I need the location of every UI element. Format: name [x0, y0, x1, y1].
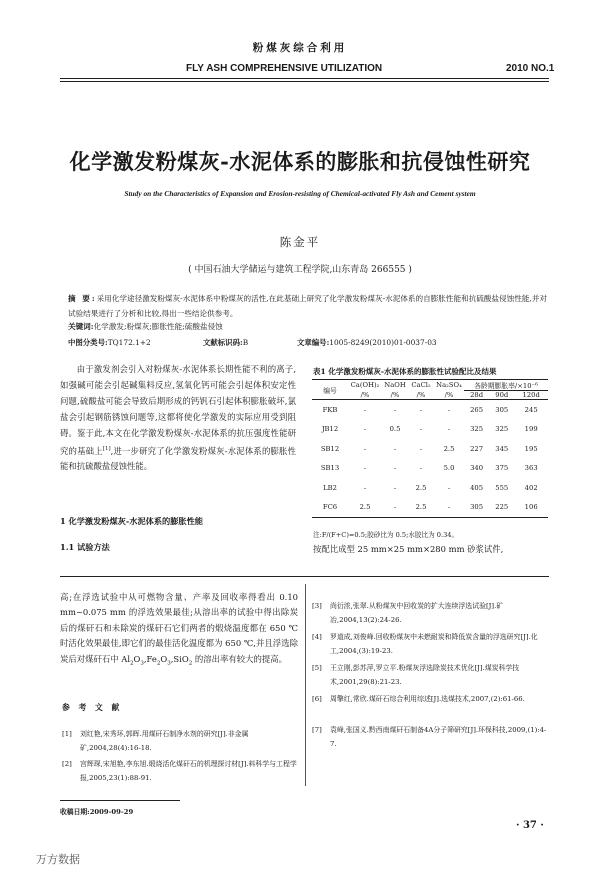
unit-na2so4: /%	[444, 390, 454, 399]
table-row: JB12 - 0.5 - - 325 325 199	[321, 425, 538, 434]
journal-title-cn: 粉煤灰综合利用	[252, 42, 348, 54]
age-120d: 120d	[522, 391, 540, 399]
article-title-en: Study on the Characteristics of Expansion and Erosion-resisting of Chemical-activated Fly Ash and Cement system	[124, 189, 476, 198]
age-28d: 28d	[470, 391, 484, 399]
abstract-text: 采用化学途径激发粉煤灰-水泥体系中粉煤灰的活性,在此基础上研究了化学激发粉煤灰-水泥体系的自膨胀性能和抗硫酸盐侵蚀性能,并对试验结果进行了分析和比较,得出一些结论供参考。	[68, 294, 548, 318]
reference-item: [4] 罗道成,刘俊峰.回收粉煤灰中未燃耐炭和降低炭含量的浮选研究[J].化工,2004,(3):19-23.	[312, 633, 538, 655]
table-note: 注:F/(F+C)=0.5;胶砂比为 0.5;水胶比为 0.34。	[313, 531, 459, 539]
affiliation: ( 中国石油大学储运与建筑工程学院,山东青岛 266555 )	[188, 265, 412, 275]
abstract	[68, 292, 554, 321]
section-1-1-heading: 1.1 试验方法	[60, 542, 110, 552]
table-row: LB2 - - 2.5 - 405 555 402	[323, 483, 538, 492]
reference-item: [7] 袁峰,张国义.黔西南煤矸石制备4A分子筛研究[J].环保科技,2009,(1):4-7.	[312, 726, 547, 748]
table-row: SB12 - - - 2.5 227 345 195	[320, 444, 538, 453]
col-expansion: 各龄期膨胀率/×10⁻⁶	[464, 380, 548, 391]
footnote-rule	[60, 800, 180, 801]
conclusion-paragraph: 高;在浮选试验中从可燃物含量、产率及回收率得看出 0.10 mm~0.075 mm 的浮选效果最佳;从溶出率的试验中得出除炭后的煤矸石和未除炭的煤矸石它们两者的煅烧温度都在 650 ℃时活化效果最佳,即它们的最佳活化温度都为 650 ℃,并且浮选除炭后对煤矸石中 $Al_2O_3,Fe_2O_3,SiO_2$ 的溶出率有较大的提高。	[60, 592, 298, 667]
col-naoh: NaOH	[384, 381, 406, 390]
journal-title-en: FLY ASH COMPREHENSIVE UTILIZATION	[186, 63, 383, 74]
reference-item: [3] 尚衍浓,张翠.从粉煤灰中回收炭的扩大连续浮选试验[J].矿冶,2004,13(2):24-26.	[312, 602, 504, 624]
section-1-heading: 1 化学激发粉煤灰-水泥体系的膨胀性能	[60, 516, 203, 526]
table-row: FC6 2.5 - 2.5 - 305 225 106	[322, 503, 538, 512]
reference-item: [6] 周擎红,常欣.煤矸石综合利用综述[J].选煤技术,2007,(2):61-66.	[312, 695, 525, 703]
article-title: 化学激发粉煤灰-水泥体系的膨胀和抗侵蚀性研究	[69, 149, 531, 174]
intro-paragraph: 由于激发剂会引入对粉煤灰-水泥体系长期性能不利的离子,如强碱可能会引起碱集料反应,氢氧化钙可能会引起体积安定性问题,硫酸盐可能会导致后期形成的钙钒石引起体积膨胀破坏,氯盐会引起钢筋锈蚀问题等,这都将使化学激发的实际应用受到阻碍。鉴于此,本文在化学激发粉煤灰-水泥体系的抗压强度性能研究的基础上[1],进一步研究了化学激发粉煤灰-水泥体系的膨胀性能和抗硫酸盐侵蚀性能。	[60, 364, 296, 472]
header-rule-thin	[60, 81, 549, 82]
clc-number: 中图分类号:TQ172.1+2	[68, 338, 151, 347]
received-date: 收稿日期:2009-09-29	[60, 808, 134, 816]
author: 陈金平	[279, 235, 321, 249]
watermark: 万方数据	[36, 853, 80, 866]
abstract-label: 摘 要:	[68, 294, 97, 303]
method-continuation: 按配比成型 25 mm×25 mm×280 mm 砂浆试件,	[313, 544, 504, 554]
col-caoh2: Ca(OH)₂	[350, 381, 380, 390]
header-rule	[60, 78, 549, 79]
page-number: · 37 ·	[516, 820, 544, 831]
issue-number: 2010 NO.1	[506, 63, 555, 74]
citation-1[interactable]: [1]	[102, 445, 111, 452]
column-divider	[305, 584, 306, 786]
document-code: 文献标识码:B	[203, 338, 249, 347]
reference-item: [1] 刘红艳,宋秀环,郭晖.用煤矸石制净水剂的研究[J].非金属矿,2004,28(4):16-18.	[62, 730, 249, 752]
age-90d: 90d	[495, 391, 509, 399]
keywords-label: 关键词:	[68, 322, 94, 331]
unit-naoh: /%	[390, 390, 400, 399]
article-number: 文章编号:1005-8249(2010)01-0037-03	[297, 338, 437, 347]
col-code: 编号	[323, 386, 337, 395]
table-caption: 表1 化学激发粉煤灰-水泥体系的膨胀性试验配比及结果	[313, 367, 497, 376]
table-row: FKB - - - - 265 305 245	[322, 405, 538, 414]
mix-proportion-table	[312, 379, 548, 518]
section-divider	[60, 576, 549, 577]
table-row: SB13 - - - 5.0 340 375 363	[320, 464, 538, 473]
col-cacl2: CaCl₂	[411, 381, 431, 390]
references-heading: 参 考 文 献	[62, 703, 123, 712]
reference-item: [5] 王立刚,彭苏萍,罗立平.粉煤灰浮选除炭技术优化[J].煤炭科学技术,2001,29(8):21-23.	[312, 664, 520, 686]
keywords-text: 化学激发;粉煤灰;膨胀性能;硫酸盐侵蚀	[93, 322, 223, 331]
unit-caoh2: /%	[360, 390, 370, 399]
unit-cacl2: /%	[416, 390, 426, 399]
keywords	[68, 321, 223, 332]
col-na2so4: Na₂SO₄	[436, 381, 462, 390]
reference-item: [2] 宫辉琛,宋旭艳,李东旭.煅烧活化煤矸石的机理探讨材[J].料科学与工程学报,2005,23(1):88-91.	[62, 760, 297, 782]
